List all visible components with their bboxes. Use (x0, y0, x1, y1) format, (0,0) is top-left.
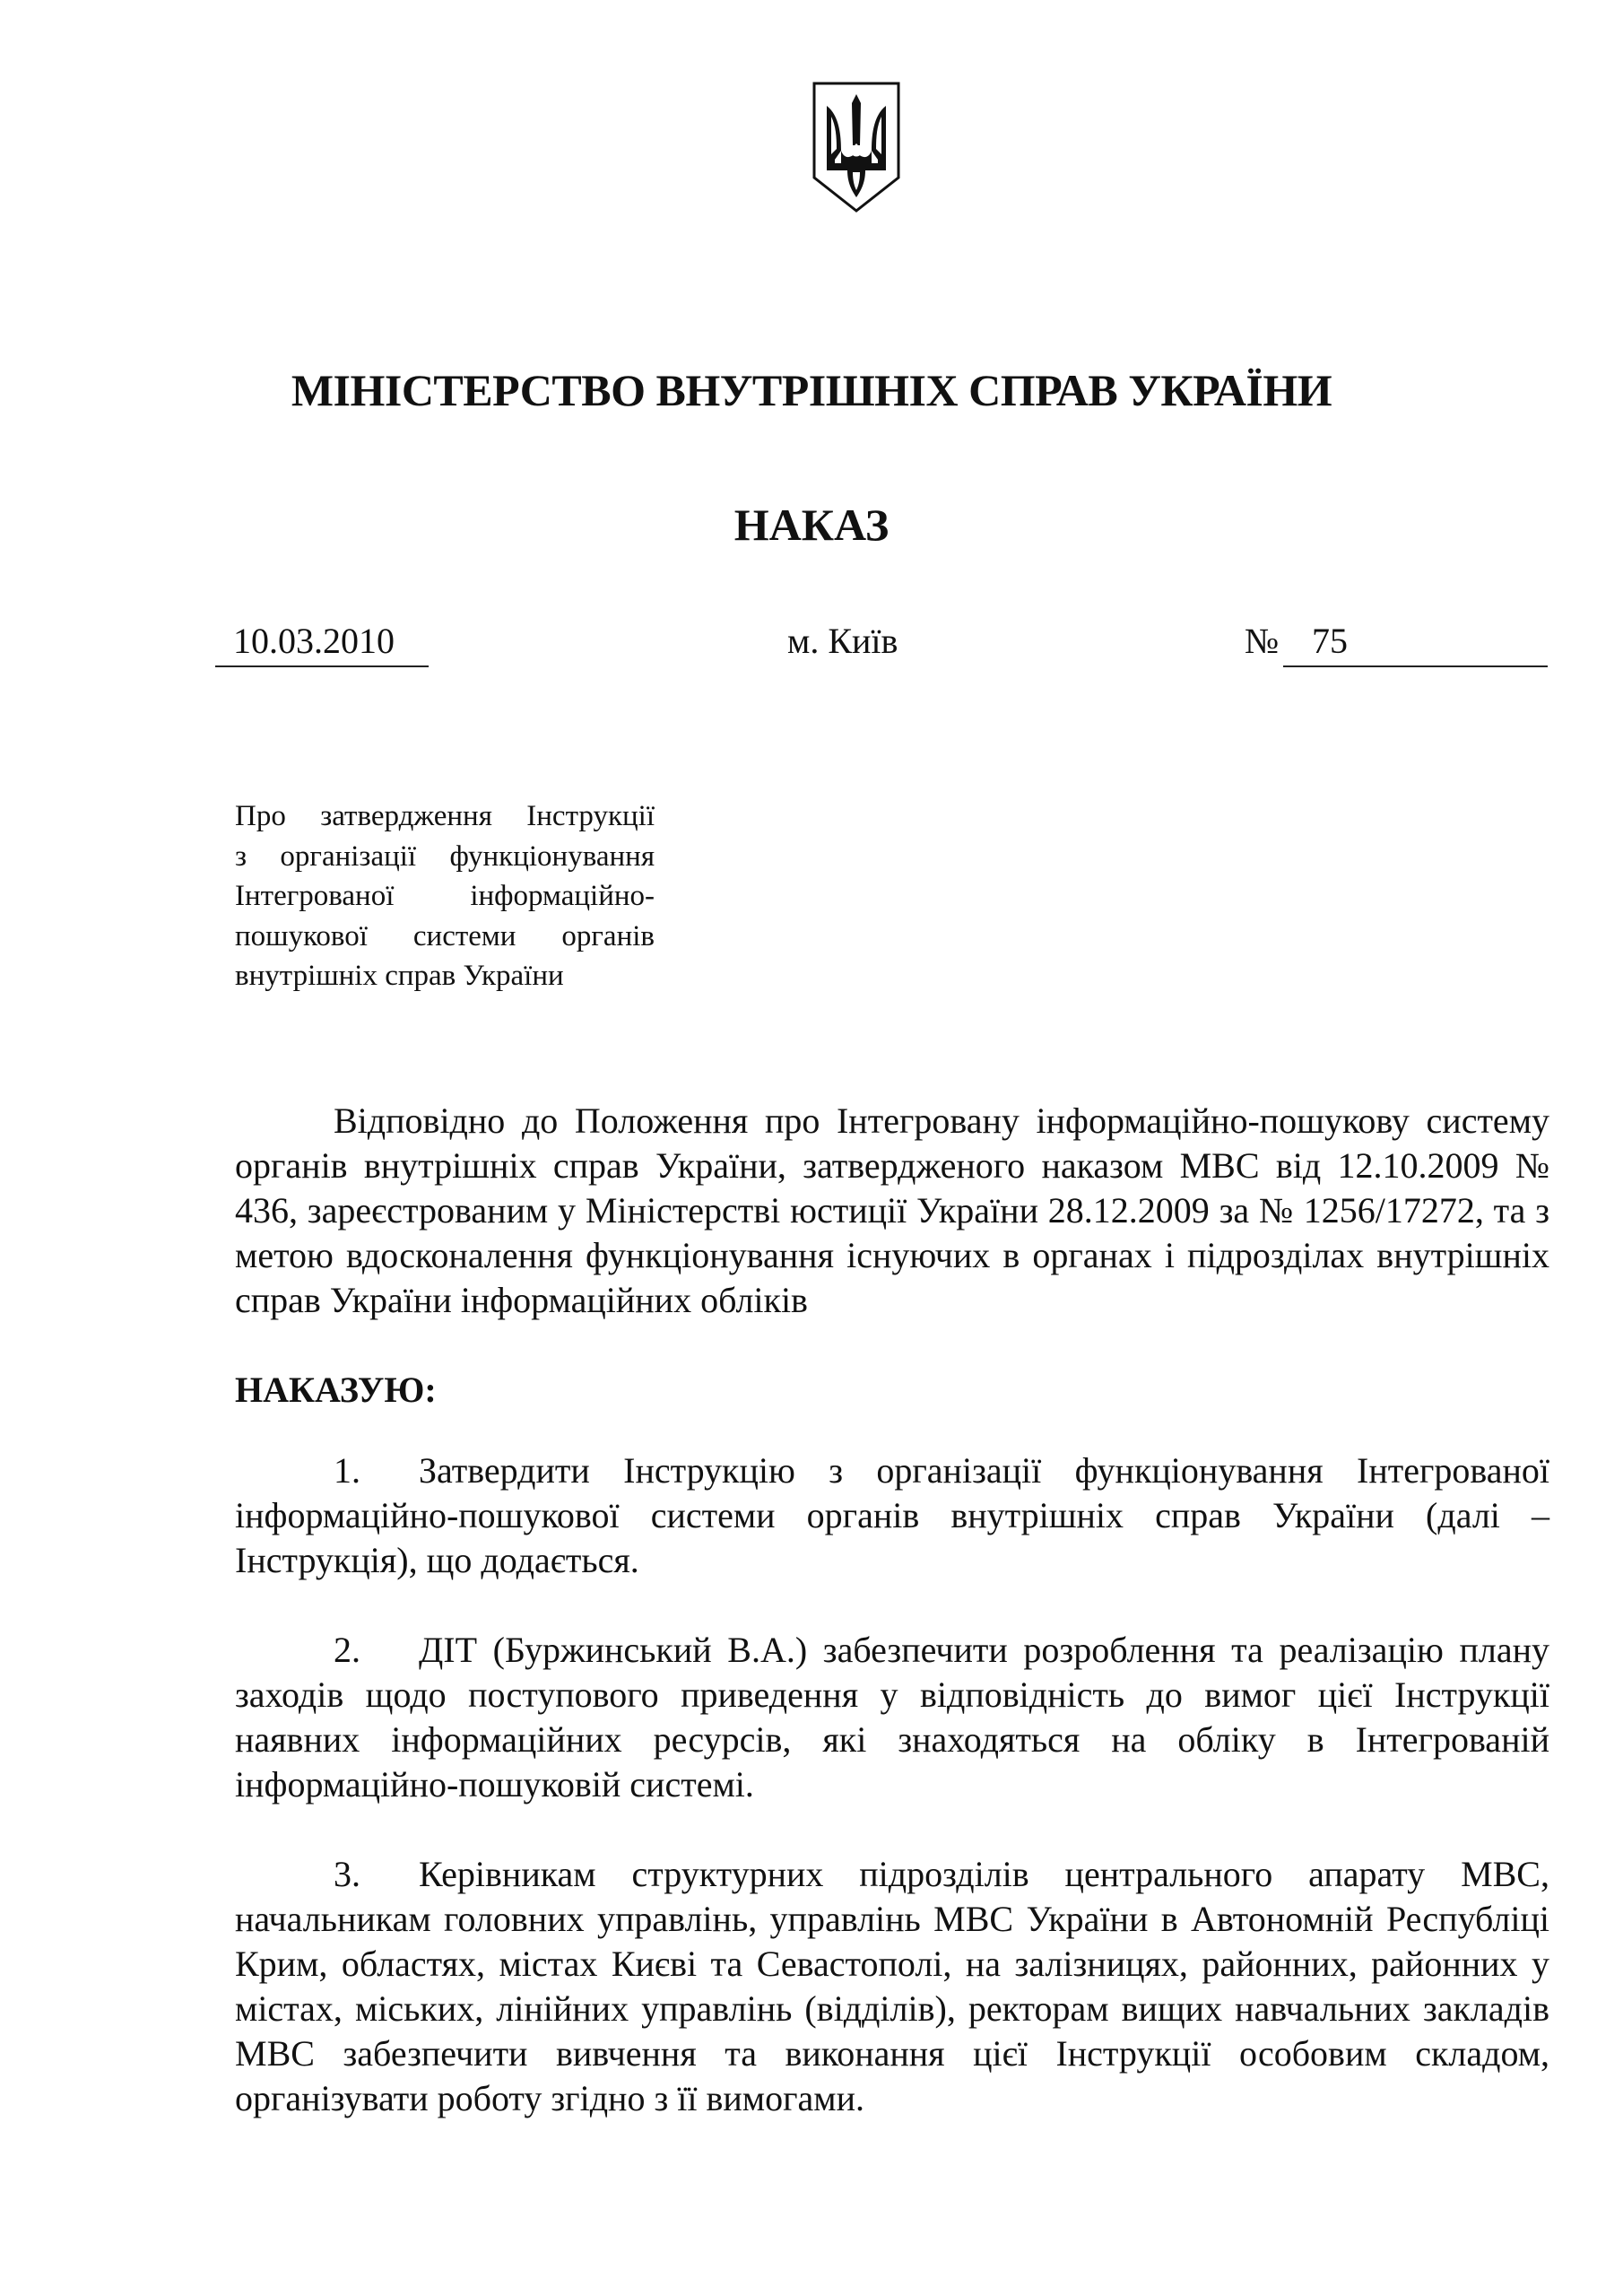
date-field (215, 619, 429, 667)
subject-line: пошукової системи органів (235, 919, 655, 952)
order-item-1 (235, 1448, 1549, 1583)
coat-of-arms-emblem (812, 81, 901, 213)
subject-line: Інтегрованої інформаційно- (235, 880, 655, 912)
item-text: Затвердити Інструкцію з організації функціонування Інтегрованої інформаційно-пошукової системи органів внутрішніх справ України (далі – Інструкція), що додається. (235, 1450, 1549, 1580)
preamble-paragraph: Відповідно до Положення про Інтегровану інформаційно-пошукову систему органів внутрішніх справ України, затвердженого наказом МВС від 12.10.2009 № 436, зареєстрованим у Міністерстві юстиції України 28.12.2009 за № 1256/17272, та з метою вдосконалення функціонування існуючих в органах і підрозділах внутрішніх справ України інформаційних обліків (235, 1100, 1549, 1320)
subject-block (235, 796, 655, 996)
document-date: 10.03.2010 (233, 621, 395, 661)
number-sign: № (1245, 621, 1280, 661)
number-field (1283, 619, 1548, 667)
item-text: ДІТ (Буржинський В.А.) забезпечити розроблення та реалізацію плану заходів щодо поступового приведення у відповідність до вимог цієї Інструкції наявних інформаційних ресурсів, які знаходяться на обліку в Інтегрованій інформаційно-пошуковій системі. (235, 1630, 1549, 1805)
document-number: 75 (1312, 621, 1348, 661)
document-type-heading: НАКАЗ (733, 500, 890, 550)
ministry-title: МІНІСТЕРСТВО ВНУТРІШНІХ СПРАВ УКРАЇНИ (291, 365, 1332, 415)
item-number: 2. (334, 1630, 360, 1670)
subject-line: Про затвердження Інструкції (235, 800, 655, 832)
order-item-3 (235, 1852, 1549, 2121)
subject-line: внутрішніх справ України (235, 960, 564, 992)
item-number: 1. (334, 1450, 360, 1491)
document-meta-row (0, 619, 1623, 673)
order-item-2 (235, 1628, 1549, 1807)
decree-heading: НАКАЗУЮ: (235, 1370, 437, 1410)
item-text: Керівникам структурних підрозділів центрального апарату МВС, начальникам головних управлінь, управлінь МВС України в Автономній Республіці Крим, областях, містах Києві та Севастополі, на залізницях, районних, районних у містах, міських, лінійних управлінь (відділів), ректорам вищих навчальних закладів МВС забезпечити вивчення та виконання цієї Інструкції особовим складом, організувати роботу згідно з її вимогами. (235, 1854, 1549, 2118)
document-city: м. Київ (787, 621, 898, 661)
trident-coat-of-arms-icon (812, 81, 901, 213)
item-number: 3. (334, 1854, 360, 1894)
preamble-block (235, 1099, 1549, 1323)
subject-line: з організації функціонування (235, 839, 655, 873)
